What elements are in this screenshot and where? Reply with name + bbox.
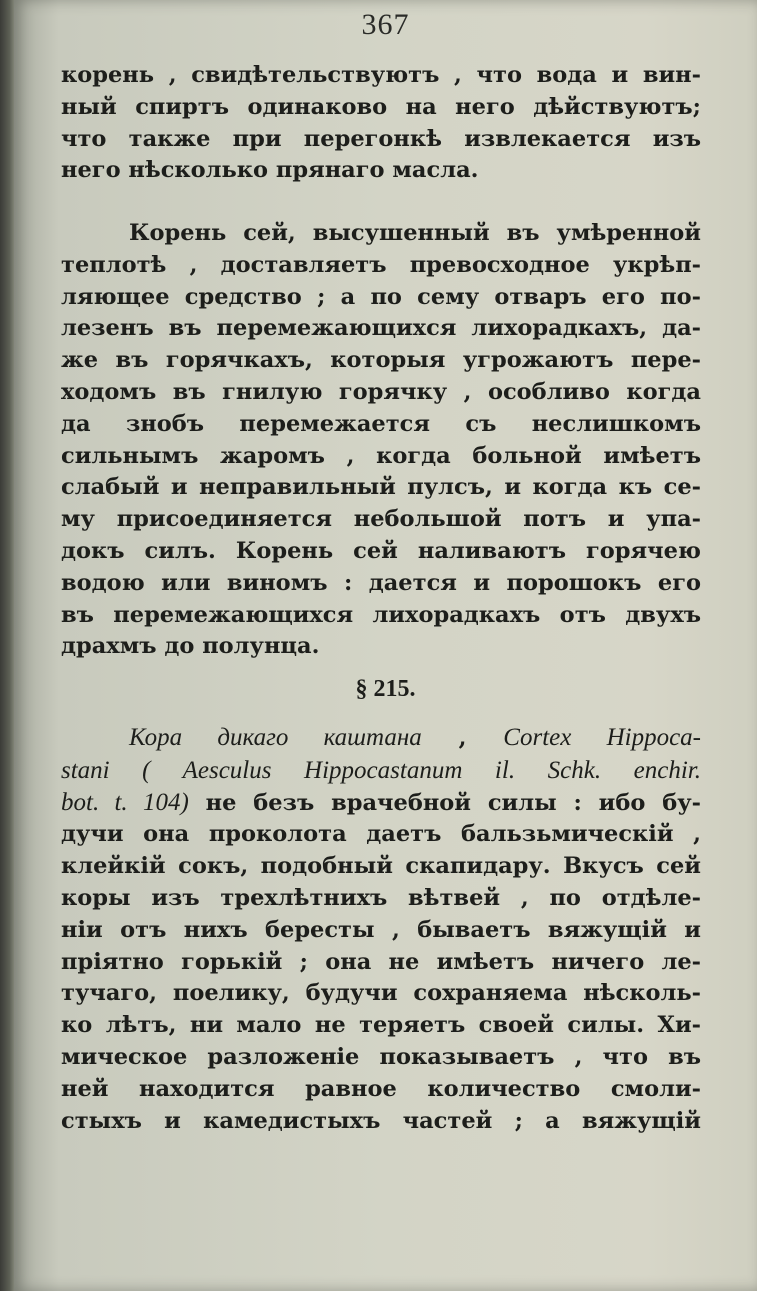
text-line: что также при перегонкѣ извлекается изъ — [61, 125, 701, 152]
section-title: Кора дикаго каштана — [129, 724, 422, 751]
text-fragment: не безъ врачебной силы : ибо бу- — [188, 789, 701, 816]
text-line: да знобъ перемежается съ неслишкомъ — [61, 410, 701, 437]
text-line: тучаго, поелику, будучи сохраняема нѣсколь- — [61, 980, 701, 1007]
text-line: корень , свидѣтельствуютъ , что вода и вин- — [61, 62, 701, 88]
text-line: въ перемежающихся лихорадкахъ отъ двухъ — [61, 601, 701, 628]
paragraph-continuation — [61, 60, 701, 187]
text-line: драхмъ до полунца. — [61, 633, 320, 660]
section-heading: § 215. — [355, 676, 416, 702]
text-line: пріятно горькій ; она не имѣетъ ничего ле- — [61, 948, 701, 975]
text-line: лезенъ въ перемежающихся лихорадкахъ, да- — [61, 315, 701, 342]
text-line: сильнымъ жаромъ , когда больной имѣетъ — [61, 442, 701, 469]
text-line: клейкій сокъ, подобный скапидару. Вкусъ сей — [61, 853, 701, 880]
text-line: му присоединяется небольшой потъ и упа- — [61, 506, 701, 533]
text-line: ко лѣтъ, ни мало не теряетъ своей силы. Хи- — [61, 1012, 701, 1039]
paragraph-root-usage — [61, 218, 701, 663]
text-line — [61, 787, 701, 820]
text-line: ней находится равное количество смоли- — [61, 1075, 701, 1102]
text-line — [61, 722, 701, 755]
text-line: дучи она проколота даетъ бальзьмическій , — [61, 821, 701, 848]
text-line: мическое разложеніе показываетъ , что въ — [61, 1043, 701, 1070]
text-line: Корень сей, высушенный въ умѣренной — [129, 220, 701, 246]
text-line: ніи отъ нихъ бересты , бываетъ вяжущій и — [61, 916, 701, 943]
text-line: теплотѣ , доставляетъ превосходное укрѣп- — [61, 251, 701, 278]
paragraph-chestnut-bark — [61, 722, 701, 1137]
latin-name: Cortex Hippoca- — [503, 724, 702, 751]
text-line: ляющее средство ; а по сему отваръ его по- — [61, 283, 701, 310]
latin-reference: bot. t. 104) — [61, 788, 189, 816]
title-comma: , — [421, 725, 504, 751]
book-page — [14, 0, 757, 1291]
text-line: водою или виномъ : дается и порошокъ его — [61, 569, 701, 596]
page-number: 367 — [361, 8, 410, 41]
text-line: же въ горячкахъ, которыя угрожаютъ пере- — [61, 347, 701, 374]
latin-name-line: stani ( Aesculus Hippocastanum il. Schk. enchir. — [61, 756, 701, 784]
text-line: ходомъ въ гнилую горячку , особливо когда — [61, 378, 701, 405]
text-line: стыхъ и камедистыхъ частей ; а вяжущій — [61, 1107, 701, 1134]
text-line: слабый и неправильный пулсъ, и когда къ се- — [61, 474, 701, 501]
text-line: коры изъ трехлѣтнихъ вѣтвей , по отдѣле- — [61, 884, 701, 911]
text-line: него нѣсколько прянаго масла. — [61, 157, 479, 184]
text-line: докъ силъ. Корень сей наливаютъ горячею — [61, 537, 701, 564]
text-line: ный спиртъ одинаково на него дѣйствуютъ; — [61, 93, 701, 120]
